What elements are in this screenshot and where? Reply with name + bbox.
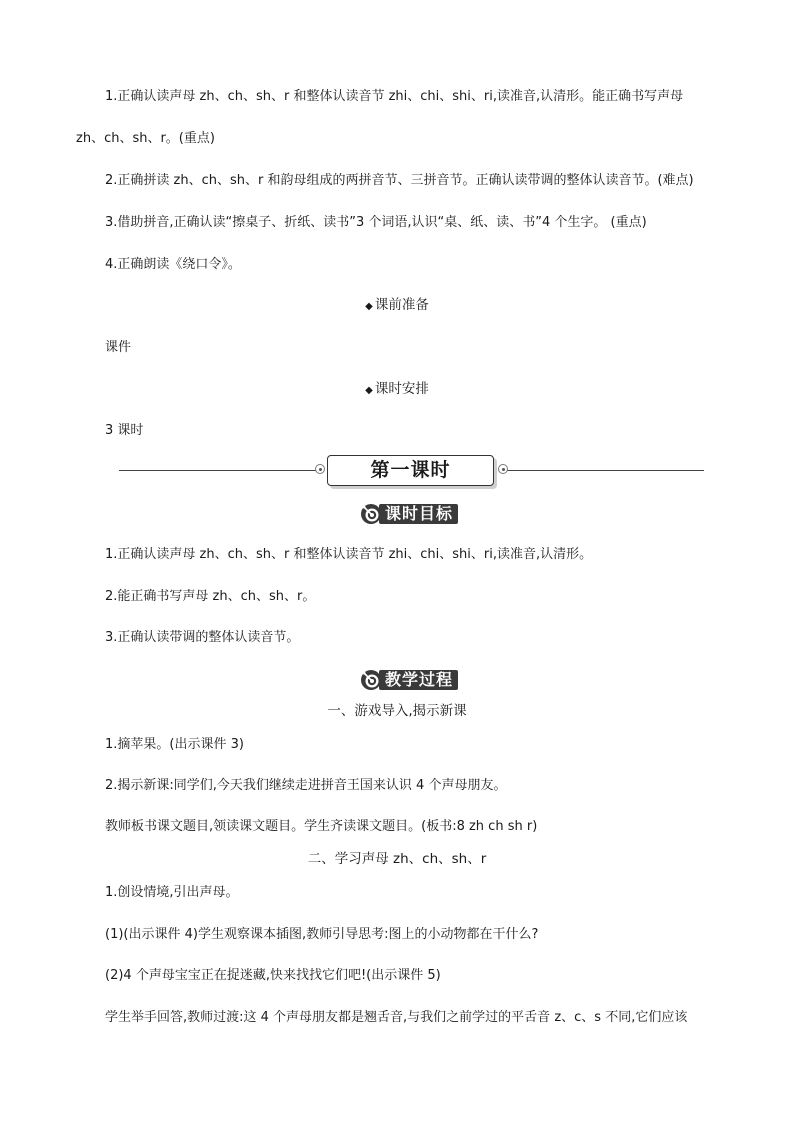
section-2-title: 二、学习声母 zh、ch、sh、r <box>307 851 487 867</box>
divider-knob-left <box>315 464 325 474</box>
section-2-item-3: (2)4 个声母宝宝正在捉迷藏,快来找找它们吧!(出示课件 5) <box>105 968 441 983</box>
objective-1-line-1: 1.正确认读声母 zh、ch、sh、r 和整体认读音节 zhi、chi、shi、ri,读准音,认清形。能正确书写声母 <box>105 89 684 104</box>
objective-3: 3.借助拼音,正确认读“擦桌子、折纸、读书”3 个词语,认识“桌、纸、读、书”4 个生字。 (重点) <box>105 215 647 230</box>
lesson-goals-tag <box>360 503 458 525</box>
section-1-item-1: 1.摘苹果。(出示课件 3) <box>105 737 244 752</box>
section-1-title: 一、游戏导入,揭示新课 <box>327 703 467 719</box>
lesson-banner: 第一课时 <box>327 455 494 486</box>
divider-knob-right <box>498 464 508 474</box>
preparation-content: 课件 <box>105 340 132 355</box>
divider-left <box>119 470 319 471</box>
objective-2: 2.正确拼读 zh、ch、sh、r 和韵母组成的两拼音节、三拼音节。正确认读带调的整体认读音节。(难点) <box>105 173 694 188</box>
lesson-goals-label: 课时目标 <box>379 504 458 524</box>
section-1-item-2: 2.揭示新课:同学们,今天我们继续走进拼音王国来认识 4 个声母朋友。 <box>105 778 507 793</box>
diamond-bullet-icon: ◆ <box>365 385 373 396</box>
target-icon <box>360 503 382 525</box>
teaching-process-label: 教学过程 <box>379 670 458 690</box>
lesson-goal-2: 2.能正确书写声母 zh、ch、sh、r。 <box>105 589 316 604</box>
schedule-heading: ◆ 课时安排 <box>365 381 429 397</box>
preparation-heading: ◆ 课前准备 <box>365 297 429 313</box>
objective-4: 4.正确朗读《绕口令》。 <box>105 257 241 272</box>
objective-1-line-2: zh、ch、sh、r。(重点) <box>76 131 215 146</box>
section-2-item-2: (1)(出示课件 4)学生观察课本插图,教师引导思考:图上的小动物都在干什么? <box>105 927 539 942</box>
schedule-content: 3 课时 <box>105 423 144 438</box>
section-1-item-3: 教师板书课文题目,领读课文题目。学生齐读课文题目。(板书:8 zh ch sh r) <box>105 819 538 834</box>
diamond-bullet-icon: ◆ <box>365 301 373 312</box>
divider-right <box>506 470 704 471</box>
teaching-process-tag <box>360 669 458 691</box>
section-2-item-1: 1.创设情境,引出声母。 <box>105 885 239 900</box>
lesson-goal-3: 3.正确认读带调的整体认读音节。 <box>105 630 300 645</box>
lesson-goal-1: 1.正确认读声母 zh、ch、sh、r 和整体认读音节 zhi、chi、shi、ri,读准音,认清形。 <box>105 547 593 562</box>
target-icon <box>360 669 382 691</box>
section-2-item-4: 学生举手回答,教师过渡:这 4 个声母朋友都是翘舌音,与我们之前学过的平舌音 z、c、s 不同,它们应该 <box>105 1010 688 1025</box>
